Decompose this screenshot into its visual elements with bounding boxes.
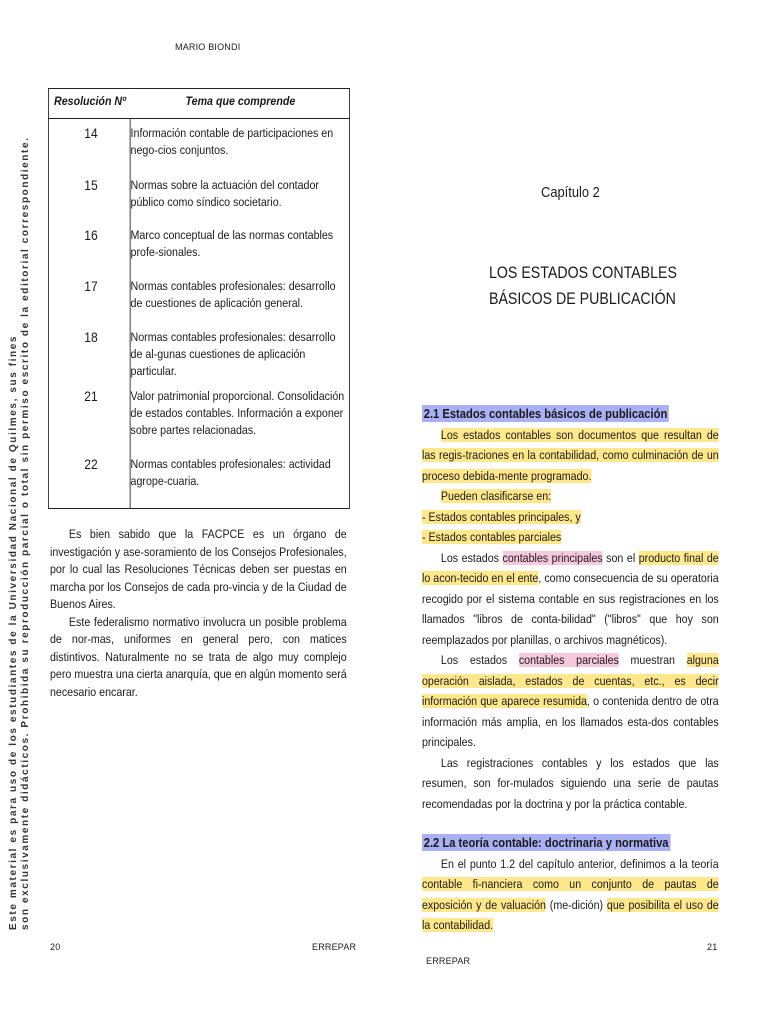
resolution-number: 21 [48, 380, 130, 448]
highlight-phrase: producto final de lo acon-tecido en el ente [422, 550, 719, 585]
resolution-number: 15 [48, 169, 130, 219]
table-header-topic: Tema que comprende [130, 89, 349, 119]
highlight-term: contables principales [502, 550, 603, 565]
section-2-2 [422, 833, 719, 936]
paragraph: Es bien sabido que la FACPCE es un órgano de investigación y ase-soramiento de los Consejos Profesionales, por lo cual las Resoluciones Técnicas deben ser puestas en marcha por los Consejos de cada pro-vincia y de la Ciudad de Buenos Aires. [50, 527, 347, 611]
resolution-number: 18 [48, 321, 130, 380]
resolution-topic: Normas contables profesionales: actividad agrope-cuaria. [130, 448, 349, 509]
list-item: - Estados contables parciales [422, 530, 562, 544]
resolution-number: 14 [48, 119, 130, 170]
paragraph: Este federalismo normativo involucra un posible problema de nor-mas, uniformes en general pero, con matices distintivos. Naturalmente no se trata de algo muy complejo pero muestra una cierta anarquía, que en algún momento será necesario encarar. [50, 614, 347, 699]
table-row [48, 448, 349, 509]
section-heading: 2.2 La teoría contable: doctrinaria y normativa [423, 835, 669, 850]
resolution-number: 17 [48, 270, 130, 321]
paragraph: Los estados contables parciales muestran alguna operación aislada, estados de cuentas, etc., es decir información que aparece resumida, o contenida dentro de otra información más amplia, en los llamados esta-dos contables principales. [422, 653, 719, 749]
highlight-phrase: alguna operación aislada, estados de cuentas, etc., es decir información que aparece resumida [422, 653, 719, 708]
side-note-line-1: Este material es para uso de los estudiantes de la Universidad Nacional de Quilmes, sus fines [8, 334, 19, 930]
copyright-side-note [8, 90, 32, 930]
resolution-number: 22 [48, 448, 130, 509]
paragraph: Las registraciones contables y los estados que las resumen, son for-mulados siguiendo una serie de pautas recomendadas por la doctrina y por la práctica contable. [422, 755, 719, 811]
running-header-author: MARIO BIONDI [175, 42, 241, 52]
table-row [48, 169, 349, 219]
highlight-term: contables parciales [518, 653, 619, 667]
right-page-number: 21 [707, 942, 718, 952]
chapter-title [489, 260, 677, 312]
resolution-number: 16 [48, 219, 130, 270]
table-header-resolution: Resolución Nº [48, 89, 130, 119]
side-note-line-2: son exclusivamente didácticos. Prohibida su reproducción parcial o total sin permiso escrito de la editorial correspondiente. [20, 136, 31, 930]
table-row [48, 321, 349, 380]
right-footer-publisher: ERREPAR [426, 956, 471, 966]
resolution-topic: Información contable de participaciones en nego-cios conjuntos. [130, 119, 349, 170]
table-row [48, 119, 349, 170]
chapter-title-line-1: LOS ESTADOS CONTABLES [489, 264, 677, 282]
chapter-title-line-2: BÁSICOS DE PUBLICACIÓN [489, 290, 676, 308]
section-2-1 [422, 404, 719, 814]
paragraph-highlighted: Pueden clasificarse en: [440, 489, 552, 503]
resolution-topic: Normas sobre la actuación del contador público como síndico societario. [130, 169, 349, 219]
resolution-topic: Marco conceptual de las normas contables profe-sionales. [130, 219, 349, 270]
highlight-phrase: que posibilita el uso de la contabilidad. [422, 897, 719, 932]
left-page-body [50, 526, 347, 701]
left-footer-publisher: ERREPAR [312, 942, 357, 952]
resolution-topic: Normas contables profesionales: desarrollo de cuestiones de aplicación general. [130, 270, 349, 321]
resolutions-table [48, 88, 350, 509]
chapter-label: Capítulo 2 [541, 184, 600, 201]
paragraph: Los estados contables principales son el producto final de lo acon-tecido en el ente, como consecuencia de su operatoria recogido por el sistema contable en sus registraciones en los llamados "libros de conta-bilidad" ("libros" que hoy son reemplazados por planillas, o archivos magnéticos). [422, 550, 719, 647]
list-item: - Estados contables principales, y [422, 509, 581, 524]
paragraph: En el punto 1.2 del capítulo anterior, definimos a la teoría contable fi-nanciera como un conjunto de pautas de exposición y de valuación (me-dición) que posibilita el uso de la contabilidad. [422, 856, 719, 932]
resolution-topic: Valor patrimonial proporcional. Consolidación de estados contables. Información a exponer sobre partes relacionadas. [130, 380, 349, 448]
resolution-topic: Normas contables profesionales: desarrollo de al-gunas cuestiones de aplicación particular. [130, 321, 349, 380]
table-row [48, 219, 349, 270]
section-heading: 2.1 Estados contables básicos de publicación [423, 406, 668, 421]
table-row [48, 270, 349, 321]
paragraph-highlighted: Los estados contables son documentos que resultan de las regis-traciones en la contabilidad, como culminación de un proceso debida-mente programado. [422, 427, 719, 483]
highlight-phrase: contable fi-nanciera como un conjunto de pautas de exposición y de valuación [422, 877, 719, 912]
table-row [48, 380, 349, 448]
left-page-number: 20 [50, 942, 61, 952]
